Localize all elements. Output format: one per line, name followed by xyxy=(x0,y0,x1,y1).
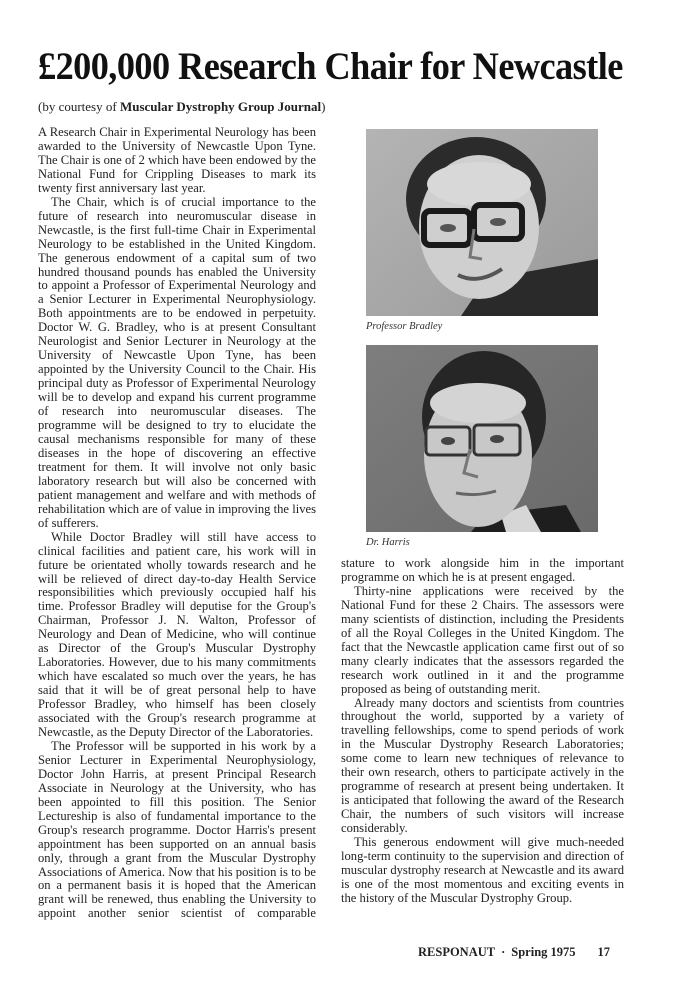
byline-suffix: ) xyxy=(321,99,326,114)
body-paragraph: A Research Chair in Experimental Neurology has been awarded to the University of Newcastle Upon Tyne. The Chair is one of 2 which have been endowed by the National Fund for Crippling Diseases to mark its twenty first anniversary last year. xyxy=(38,125,316,195)
byline-prefix: (by courtesy of xyxy=(38,99,120,114)
portrait-photo-dr-harris xyxy=(366,345,598,532)
body-paragraph: stature to work alongside him in the important programme on which he is at present engaged. xyxy=(341,556,624,584)
right-text-column xyxy=(341,557,624,906)
portrait-photo-professor-bradley xyxy=(366,129,598,316)
photo-caption: Dr. Harris xyxy=(366,537,410,548)
page-footer xyxy=(418,945,610,960)
body-paragraph: While Doctor Bradley will still have access to clinical facilities and patient care, his work will in future be orientated wholly towards research and he will be relieved of direct day-to-day Health Service responsibilities which previously occupied half his time. Professor Bradley will deputise for the Group's Chairman, Professor J. N. Walton, Professor of Neurology and Dean of Medicine, who will continue as Director of the Group's Muscular Dystrophy Laboratories. However, due to his many commitments which have escalated so much over the years, he has said that it will be of great personal help to have Professor Bradley, who himself has been closely associated with the Group's research programme at Newcastle, as the Deputy Director of the Laboratories. xyxy=(38,529,316,739)
body-paragraph: Already many doctors and scientists from countries throughout the world, supported by a variety of travelling fellowships, come to spend periods of work in the Muscular Dystrophy Research Laboratories; some come to learn new techniques of relevance to their own research, others to participate actively in the programme of research at present being undertaken. It is anticipated that following the award of the Research Chair, the numbers of such visitors will increase considerably. xyxy=(341,695,624,836)
left-text-column xyxy=(38,126,316,921)
publication-name: RESPONAUT xyxy=(418,945,496,959)
body-paragraph: The Chair, which is of crucial importance to the future of research into neuromuscular disease in Newcastle, is the first full-time Chair in Experimental Neurology to be established in the United Kingdom. The generous endowment of a capital sum of two hundred thousand pounds has enabled the University to appoint a Professor of Experimental Neurology and a Senior Lecturer in Experimental Neurophysiology. Both appointments are to be endowed in perpetuity. Doctor W. G. Bradley, who is at present Consultant Neurologist and Senior Lecturer in Neurology at the University of Newcastle Upon Tyne, has been appointed by the University Council to the Chair. His principal duty as Professor of Experimental Neurology will be to develop and expand his current programme of research into neuromuscular diseases. The programme will be designed to try to elucidate the causal mechanisms responsible for many of these diseases in the hope of discovering an effective treatment for them. It will involve not only basic laboratory research but will also be concerned with patient management and welfare and with methods of rehabilitation which are of value in improving the lives of sufferers. xyxy=(38,194,316,530)
body-paragraph: Thirty-nine applications were received by the National Fund for these 2 Chairs. The assessors were many scientists of distinction, including the Presidents of all the Royal Colleges in the United Kingdom. The fact that the Newcastle application came first out of so many clearly indicates that the assessors regarded the research work outlined in it and the programme proposed as being of outstanding merit. xyxy=(341,583,624,696)
footer-separator: · xyxy=(501,945,506,959)
portrait-image xyxy=(366,345,598,532)
page-number: 17 xyxy=(597,945,611,959)
body-paragraph: This generous endowment will give much-needed long-term continuity to the supervision and direction of muscular dystrophy research at Newcastle and its award is one of the most momentous and exciting events in the history of the Muscular Dystrophy Group. xyxy=(341,835,624,905)
body-paragraph: The Professor will be supported in his work by a Senior Lecturer in Experimental Neurophysiology, Doctor John Harris, at present Principal Research Associate in Neurology at the University, who has been appointed to fill this position. The Senior Lectureship is also of fundamental importance to the Group's research programme. Doctor Harris's present appointment has been supported on an annual basis only, through a grant from the Muscular Dystrophy Associations of America. Now that his position is to be on a permanent basis it is hoped that the American grant will be renewed, thus enabling the University to appoint another senior scientist of comparable xyxy=(38,738,316,921)
photo-caption: Professor Bradley xyxy=(366,321,443,332)
issue-date: Spring 1975 xyxy=(511,945,576,959)
portrait-image xyxy=(366,129,598,316)
article-title: £200,000 Research Chair for Newcastle xyxy=(38,45,623,88)
byline-source: Muscular Dystrophy Group Journal xyxy=(119,99,322,114)
article-byline xyxy=(38,99,325,115)
